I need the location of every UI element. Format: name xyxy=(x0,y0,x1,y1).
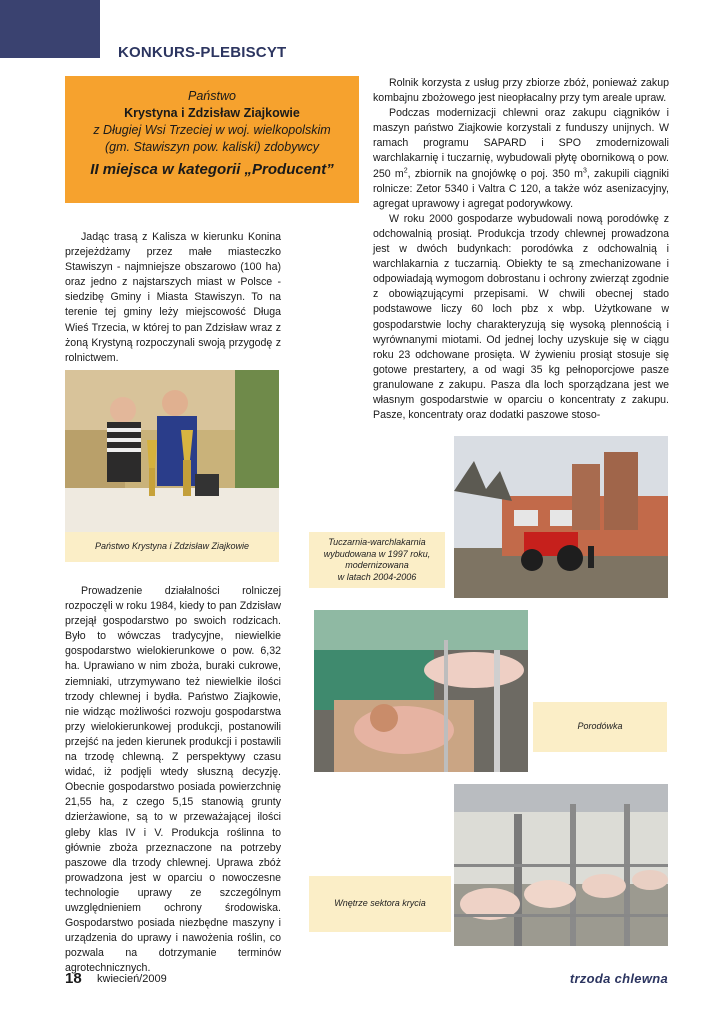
left-column-top xyxy=(65,230,281,366)
left-paragraph-1: Jadąc trasą z Kalisza w kierunku Konina przejeżdżamy przez małe miasteczko Stawiszyn - najmniejsze obszarowo (100 ha) oraz jedno z najstarszych miast w Polsce -siedzibę Gminy i Miasta Stawiszyn. To na terenie tej gminy leży miejscowość Długa Wieś Trzecia, w której to pan Zdzisław wraz z żoną Krystyną rozpoczynali swoją przygodę z rolnictwem. xyxy=(65,231,281,364)
couple-caption xyxy=(65,532,279,562)
mating-caption xyxy=(309,876,451,932)
farrowing-caption-text: Porodówka xyxy=(577,721,623,732)
right-paragraph-2c: , zakupili ciągniki rolnicze: Zetor 5340 i Valtra C 120, a także wóz asenizacyjny, agregat uprawowy i agregat podorywkowy. xyxy=(373,167,669,210)
fattening-caption-line-1: Tuczarnia-warchlakarnia xyxy=(328,537,426,547)
fattening-caption-line-2: wybudowana w 1997 roku, xyxy=(323,548,431,559)
intro-line-3: z Długiej Wsi Trzeciej w woj. wielkopolskim xyxy=(93,123,331,137)
magazine-logo: trzoda chlewna xyxy=(569,971,668,986)
page-number: 18 xyxy=(65,970,82,987)
farrowing-caption xyxy=(533,702,667,752)
fattening-caption-lines xyxy=(324,537,431,583)
intro-prize: II miejsca w kategorii „Producent” xyxy=(90,161,334,178)
left-paragraph-2: Prowadzenie działalności rolniczej rozpoczęli w roku 1984, kiedy to pan Zdzisław przejął gospodarstwo po swoich rodzicach. Było to wówczas tradycyjne, niewielkie gospodarstwo wielokierunkowe o pow. 6,32 ha. Uprawiano w nim zboża, buraki cukrowe, ziemniaki, utrzymywano też niewielkie ilości trzody chlewnej i bydła. Państwo Ziajkowie, nie widząc możliwości rozwoju gospodarstwa przy wielokierunkowej produkcji, postanowili przejść na jeden kierunek produkcji i postawili na trzodę chlewną. Z perspektywy czasu widać, iż podjęli wtedy słuszną decyzję. Obecnie gospodarstwo posiada powierzchnię 21,55 ha, z czego 5,15 stanowią grunty dzierżawione, są to w przeważającej ilości gleby klas IV i V. Produkcja roślinna to głównie zboża przeznaczone na potrzeby paszowe dla trzody chlewnej. Uprawa zbóż prowadzona jest w oparciu o nowoczesne technologie uprawy ze szczególnym uwzględnieniem ochrony środowiska. Gospodarstwo posiada niezbędne maszyny i urządzenia do uprawy i nawożenia roślin, co pozwala na dotrzymanie terminów agrotechnicznych. xyxy=(65,585,281,975)
mating-caption-text: Wnętrze sektora krycia xyxy=(334,898,426,909)
right-paragraph-2 xyxy=(373,106,669,212)
superscript-3: 3 xyxy=(582,167,587,175)
right-paragraph-1: Rolnik korzysta z usług przy zbiorze zbóż, ponieważ zakup kombajnu zbożowego jest nieopłacalny przy tym areale upraw. xyxy=(373,77,669,105)
section-title: KONKURS-PLEBISCYT xyxy=(118,44,287,61)
intro-names: Krystyna i Zdzisław Ziajkowie xyxy=(124,106,300,120)
fattening-caption-line-4: w latach 2004-2006 xyxy=(337,571,417,582)
right-paragraph-2b: , zbiornik na gnojówkę o poj. 350 m xyxy=(407,167,583,180)
couple-photo xyxy=(65,370,279,532)
superscript-2: 2 xyxy=(403,167,408,175)
fattening-caption-line-3: modernizowana xyxy=(345,560,409,570)
farm-building-photo xyxy=(454,436,668,598)
intro-line-4: (gm. Stawiszyn pow. kaliski) zdobywcy xyxy=(105,140,319,154)
fattening-caption xyxy=(309,532,445,588)
right-paragraph-2a: Podczas modernizacji chlewni oraz zakupu ciągników i maszyn państwo Ziajkowie korzystali z funduszy unijnych. W ramach programu SAPARD i SPO zmodernizowali warchlakarnię i tuczarnię, wybudowali płytę obornikową o pow. 250 m xyxy=(373,107,669,180)
right-column xyxy=(373,76,669,423)
mating-sector-photo xyxy=(454,784,668,946)
issue-date: kwiecień/2009 xyxy=(97,973,167,985)
intro-box xyxy=(65,76,359,203)
left-column-bottom xyxy=(65,584,281,976)
corner-color-block xyxy=(0,0,100,58)
intro-line-1: Państwo xyxy=(188,89,236,103)
couple-caption-text: Państwo Krystyna i Zdzisław Ziajkowie xyxy=(94,541,250,552)
right-paragraph-3: W roku 2000 gospodarze wybudowali nową porodówkę z odchowalnią prosiąt. Produkcja trzody chlewnej prowadzona jest w dwóch budynkach: porodówka z odchowalnią i warchlakarnia z tuczarnią. Obiekty te są zmechanizowane i odpowiadają wymogom dobrostanu i ochrony zwierząt zgodnie z obowiązującymi przepisami. W chwili obecnej stado podstawowe liczy 60 loch pbz x wbp. Użytkowane w gospodarstwie lochy charakteryzują się wysoką plennością i wyrównanymi miotami. Od jednej lochy uzyskuje się w ciągu roku 23 odchowane prosięta. W żywieniu prosiąt stosuje się gotowe prestartery, a od wagi 35 kg pełnoporcjowe pasze granulowane z zakupu. Pasza dla loch sporządzana jest we własnym gospodarstwie w oparciu o koncentraty z zakupu. Pasze, koncentraty oraz dodatki paszowe stoso- xyxy=(373,212,669,422)
farrowing-photo xyxy=(314,610,528,772)
